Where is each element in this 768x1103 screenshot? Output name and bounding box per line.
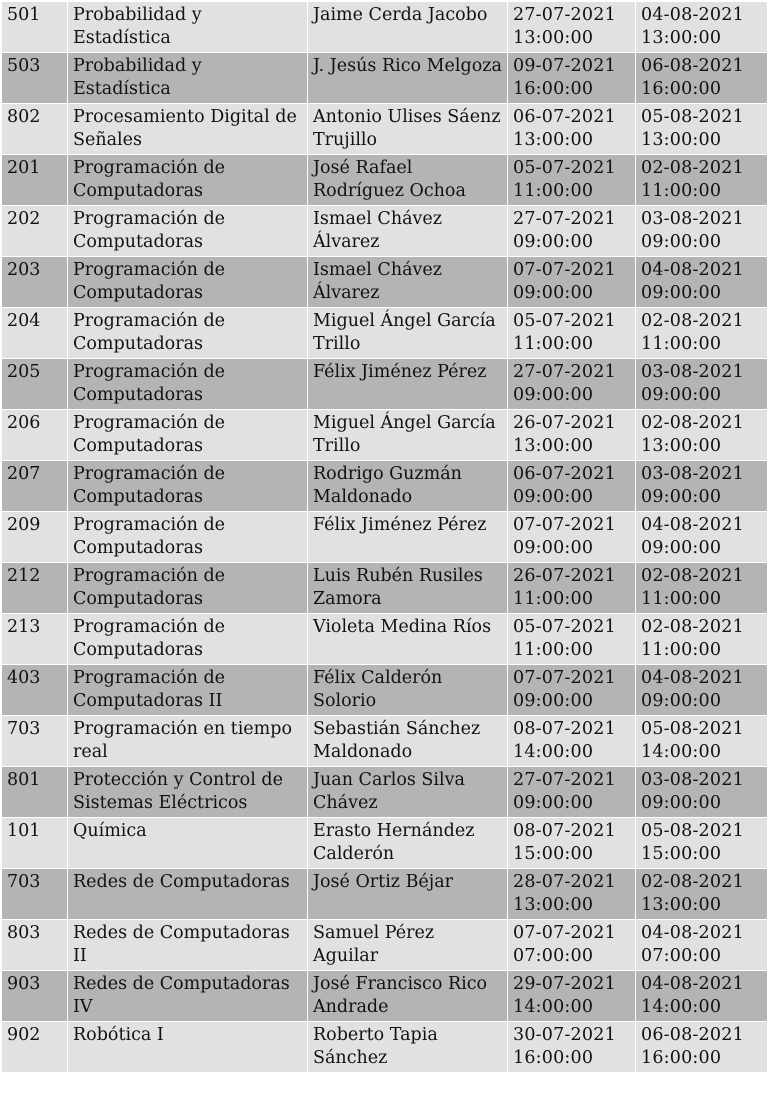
end-date-cell: 04-08-2021 09:00:00 <box>636 512 768 563</box>
schedule-table <box>1 1 768 1073</box>
table-row <box>2 920 768 971</box>
start-date-cell: 08-07-2021 15:00:00 <box>508 818 636 869</box>
table-row <box>2 206 768 257</box>
subject-cell: Programación de Computadoras <box>68 410 308 461</box>
group-cell: 903 <box>2 971 68 1022</box>
professor-cell: Miguel Ángel García Trillo <box>308 308 508 359</box>
professor-cell: Antonio Ulises Sáenz Trujillo <box>308 104 508 155</box>
group-cell: 207 <box>2 461 68 512</box>
table-row <box>2 1022 768 1073</box>
table-row <box>2 461 768 512</box>
start-date-cell: 26-07-2021 11:00:00 <box>508 563 636 614</box>
subject-cell: Protección y Control de Sistemas Eléctricos <box>68 767 308 818</box>
end-date-cell: 04-08-2021 09:00:00 <box>636 257 768 308</box>
group-cell: 703 <box>2 716 68 767</box>
start-date-cell: 06-07-2021 13:00:00 <box>508 104 636 155</box>
subject-cell: Programación de Computadoras <box>68 257 308 308</box>
start-date-cell: 05-07-2021 11:00:00 <box>508 308 636 359</box>
group-cell: 703 <box>2 869 68 920</box>
group-cell: 205 <box>2 359 68 410</box>
table-row <box>2 716 768 767</box>
group-cell: 801 <box>2 767 68 818</box>
table-row <box>2 767 768 818</box>
professor-cell: José Ortiz Béjar <box>308 869 508 920</box>
end-date-cell: 02-08-2021 13:00:00 <box>636 869 768 920</box>
subject-cell: Redes de Computadoras II <box>68 920 308 971</box>
start-date-cell: 29-07-2021 14:00:00 <box>508 971 636 1022</box>
subject-cell: Programación de Computadoras <box>68 512 308 563</box>
group-cell: 213 <box>2 614 68 665</box>
table-row <box>2 665 768 716</box>
subject-cell: Programación en tiempo real <box>68 716 308 767</box>
start-date-cell: 07-07-2021 09:00:00 <box>508 512 636 563</box>
professor-cell: Luis Rubén Rusiles Zamora <box>308 563 508 614</box>
end-date-cell: 03-08-2021 09:00:00 <box>636 461 768 512</box>
professor-cell: Juan Carlos Silva Chávez <box>308 767 508 818</box>
table-row <box>2 155 768 206</box>
end-date-cell: 02-08-2021 11:00:00 <box>636 155 768 206</box>
subject-cell: Programación de Computadoras <box>68 359 308 410</box>
end-date-cell: 04-08-2021 07:00:00 <box>636 920 768 971</box>
table-row <box>2 2 768 53</box>
end-date-cell: 04-08-2021 14:00:00 <box>636 971 768 1022</box>
group-cell: 501 <box>2 2 68 53</box>
table-row <box>2 614 768 665</box>
group-cell: 206 <box>2 410 68 461</box>
professor-cell: Miguel Ángel García Trillo <box>308 410 508 461</box>
professor-cell: Ismael Chávez Álvarez <box>308 206 508 257</box>
end-date-cell: 05-08-2021 15:00:00 <box>636 818 768 869</box>
start-date-cell: 27-07-2021 09:00:00 <box>508 767 636 818</box>
table-row <box>2 308 768 359</box>
subject-cell: Probabilidad y Estadística <box>68 53 308 104</box>
professor-cell: José Francisco Rico Andrade <box>308 971 508 1022</box>
end-date-cell: 02-08-2021 11:00:00 <box>636 308 768 359</box>
end-date-cell: 02-08-2021 11:00:00 <box>636 563 768 614</box>
subject-cell: Programación de Computadoras II <box>68 665 308 716</box>
start-date-cell: 05-07-2021 11:00:00 <box>508 614 636 665</box>
subject-cell: Programación de Computadoras <box>68 206 308 257</box>
group-cell: 403 <box>2 665 68 716</box>
start-date-cell: 08-07-2021 14:00:00 <box>508 716 636 767</box>
professor-cell: Sebastián Sánchez Maldonado <box>308 716 508 767</box>
start-date-cell: 30-07-2021 16:00:00 <box>508 1022 636 1073</box>
end-date-cell: 03-08-2021 09:00:00 <box>636 767 768 818</box>
end-date-cell: 06-08-2021 16:00:00 <box>636 53 768 104</box>
subject-cell: Programación de Computadoras <box>68 308 308 359</box>
start-date-cell: 27-07-2021 09:00:00 <box>508 359 636 410</box>
start-date-cell: 28-07-2021 13:00:00 <box>508 869 636 920</box>
table-row <box>2 563 768 614</box>
table-row <box>2 971 768 1022</box>
professor-cell: Jaime Cerda Jacobo <box>308 2 508 53</box>
end-date-cell: 05-08-2021 13:00:00 <box>636 104 768 155</box>
start-date-cell: 05-07-2021 11:00:00 <box>508 155 636 206</box>
group-cell: 204 <box>2 308 68 359</box>
professor-cell: Violeta Medina Ríos <box>308 614 508 665</box>
table-row <box>2 257 768 308</box>
schedule-rows <box>2 2 768 1073</box>
group-cell: 802 <box>2 104 68 155</box>
group-cell: 803 <box>2 920 68 971</box>
professor-cell: J. Jesús Rico Melgoza <box>308 53 508 104</box>
start-date-cell: 09-07-2021 16:00:00 <box>508 53 636 104</box>
professor-cell: Roberto Tapia Sánchez <box>308 1022 508 1073</box>
subject-cell: Programación de Computadoras <box>68 563 308 614</box>
subject-cell: Programación de Computadoras <box>68 614 308 665</box>
end-date-cell: 02-08-2021 11:00:00 <box>636 614 768 665</box>
professor-cell: Erasto Hernández Calderón <box>308 818 508 869</box>
end-date-cell: 03-08-2021 09:00:00 <box>636 359 768 410</box>
table-row <box>2 512 768 563</box>
subject-cell: Programación de Computadoras <box>68 155 308 206</box>
table-row <box>2 410 768 461</box>
group-cell: 212 <box>2 563 68 614</box>
group-cell: 201 <box>2 155 68 206</box>
end-date-cell: 05-08-2021 14:00:00 <box>636 716 768 767</box>
end-date-cell: 06-08-2021 16:00:00 <box>636 1022 768 1073</box>
start-date-cell: 07-07-2021 09:00:00 <box>508 665 636 716</box>
professor-cell: Félix Calderón Solorio <box>308 665 508 716</box>
professor-cell: Félix Jiménez Pérez <box>308 512 508 563</box>
start-date-cell: 27-07-2021 13:00:00 <box>508 2 636 53</box>
start-date-cell: 27-07-2021 09:00:00 <box>508 206 636 257</box>
group-cell: 203 <box>2 257 68 308</box>
end-date-cell: 03-08-2021 09:00:00 <box>636 206 768 257</box>
subject-cell: Probabilidad y Estadística <box>68 2 308 53</box>
professor-cell: Rodrigo Guzmán Maldonado <box>308 461 508 512</box>
start-date-cell: 26-07-2021 13:00:00 <box>508 410 636 461</box>
start-date-cell: 07-07-2021 07:00:00 <box>508 920 636 971</box>
subject-cell: Redes de Computadoras IV <box>68 971 308 1022</box>
table-row <box>2 53 768 104</box>
end-date-cell: 04-08-2021 13:00:00 <box>636 2 768 53</box>
subject-cell: Procesamiento Digital de Señales <box>68 104 308 155</box>
group-cell: 902 <box>2 1022 68 1073</box>
professor-cell: José Rafael Rodríguez Ochoa <box>308 155 508 206</box>
subject-cell: Robótica I <box>68 1022 308 1073</box>
start-date-cell: 07-07-2021 09:00:00 <box>508 257 636 308</box>
table-row <box>2 869 768 920</box>
end-date-cell: 02-08-2021 13:00:00 <box>636 410 768 461</box>
table-row <box>2 818 768 869</box>
professor-cell: Samuel Pérez Aguilar <box>308 920 508 971</box>
start-date-cell: 06-07-2021 09:00:00 <box>508 461 636 512</box>
table-row <box>2 359 768 410</box>
group-cell: 202 <box>2 206 68 257</box>
group-cell: 101 <box>2 818 68 869</box>
professor-cell: Ismael Chávez Álvarez <box>308 257 508 308</box>
professor-cell: Félix Jiménez Pérez <box>308 359 508 410</box>
table-row <box>2 104 768 155</box>
subject-cell: Programación de Computadoras <box>68 461 308 512</box>
group-cell: 209 <box>2 512 68 563</box>
end-date-cell: 04-08-2021 09:00:00 <box>636 665 768 716</box>
group-cell: 503 <box>2 53 68 104</box>
subject-cell: Química <box>68 818 308 869</box>
subject-cell: Redes de Computadoras <box>68 869 308 920</box>
